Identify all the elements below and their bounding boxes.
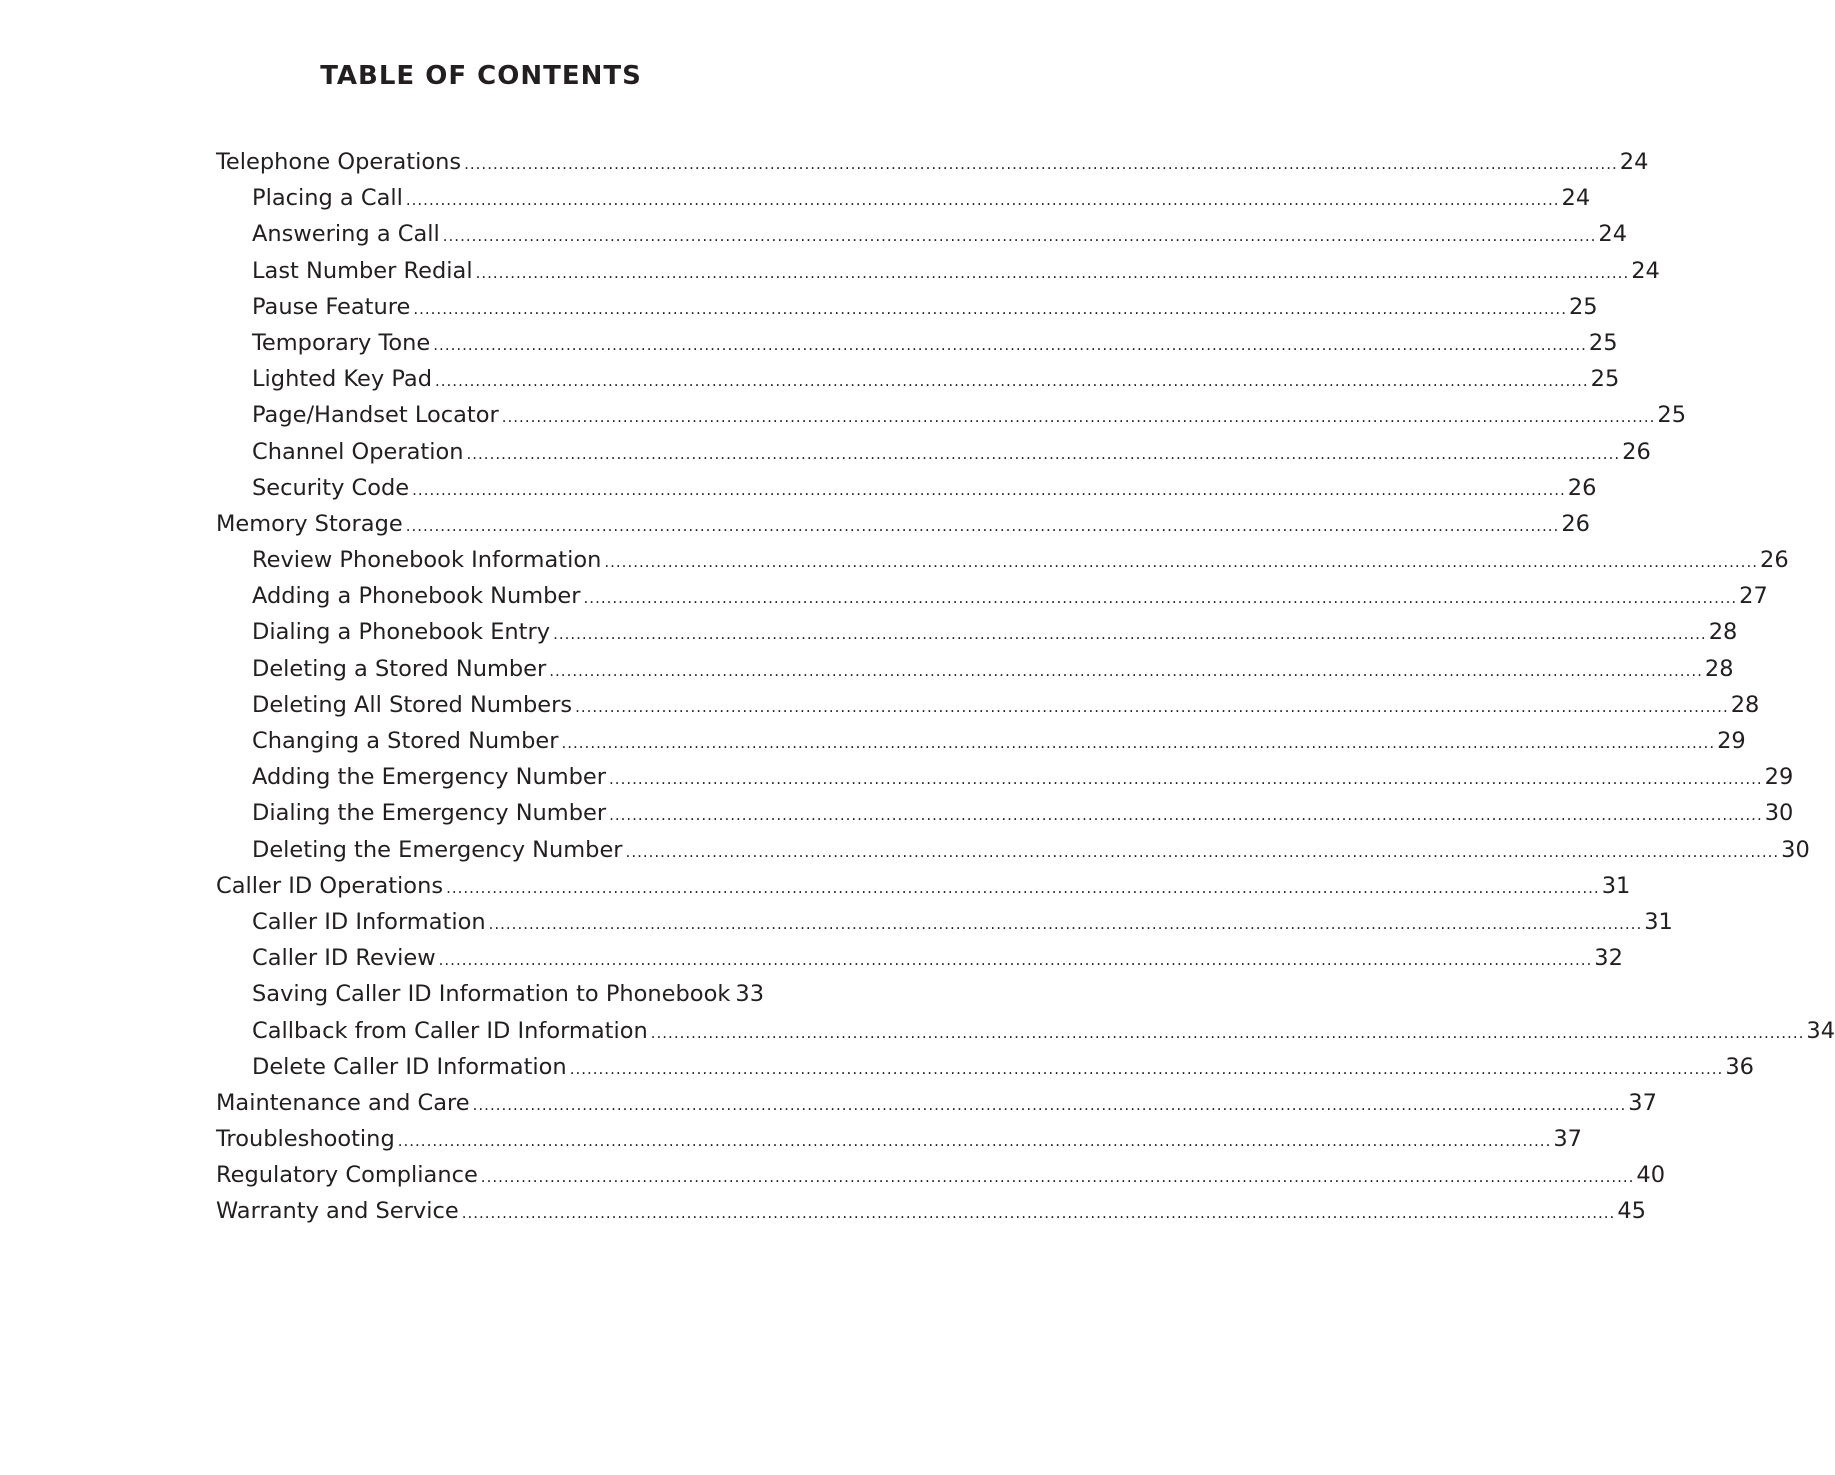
toc-subsection-entry[interactable]: [216, 289, 1598, 325]
toc-page-number: 34: [1806, 1017, 1835, 1044]
toc-page-number: 30: [1781, 836, 1810, 863]
toc-page-number: 24: [1619, 149, 1649, 175]
dot-leader: ........................................................................................................................................................................................................: [472, 1095, 1627, 1114]
toc-subsection-entry[interactable]: [216, 253, 1660, 289]
toc-subsection-entry[interactable]: [216, 614, 1738, 650]
toc-entry-label: Dialing a Phonebook Entry: [252, 619, 551, 646]
toc-entry-label: Deleting a Stored Number: [252, 655, 547, 682]
toc-section-entry[interactable]: [216, 144, 1649, 180]
toc-entry-label: Dialing the Emergency Number: [252, 800, 607, 827]
toc-subsection-entry[interactable]: [216, 1013, 1835, 1049]
toc-page-number: 28: [1708, 619, 1738, 646]
toc-entry-label: Warranty and Service: [216, 1198, 459, 1225]
toc-entry-label: Memory Storage: [216, 510, 403, 537]
toc-subsection-entry[interactable]: [216, 940, 1623, 976]
dot-leader: ........................................................................................................................................................................................................: [480, 1168, 1635, 1187]
toc-entry-label: Delete Caller ID Information: [252, 1053, 567, 1080]
toc-entry-label: Page/Handset Locator: [252, 402, 499, 429]
toc-page-number: 27: [1739, 583, 1768, 610]
toc-entry-label: Changing a Stored Number: [252, 728, 559, 754]
toc-subsection-entry[interactable]: [216, 216, 1628, 252]
toc-section-entry[interactable]: [216, 1085, 1657, 1121]
page-title: TABLE OF CONTENTS: [320, 61, 642, 91]
toc-page-number: 37: [1628, 1089, 1657, 1116]
toc-entry-label: Deleting the Emergency Number: [252, 836, 623, 863]
dot-leader: ........................................................................................................................................................................................................: [501, 408, 1656, 427]
toc-subsection-entry[interactable]: [216, 397, 1687, 433]
toc-subsection-entry[interactable]: [216, 795, 1794, 831]
toc-page-number: 25: [1657, 402, 1687, 429]
toc-section-entry[interactable]: [216, 868, 1631, 904]
toc-subsection-entry[interactable]: [216, 976, 765, 1012]
toc-page-number: 37: [1553, 1126, 1582, 1153]
toc-page-number: 31: [1601, 872, 1631, 899]
toc-page-number: 33: [735, 981, 765, 1008]
dot-leader: ........................................................................................................................................................................................................: [609, 770, 1763, 789]
dot-leader: ........................................................................................................................................................................................................: [438, 951, 1593, 970]
toc-entry-label: Review Phonebook Information: [252, 547, 602, 574]
toc-section-entry[interactable]: [216, 1157, 1666, 1193]
toc-entry-label: Caller ID Information: [252, 908, 486, 935]
toc-entry-label: Troubleshooting: [216, 1126, 395, 1153]
dot-leader: ........................................................................................................................................................................................................: [446, 878, 1600, 897]
toc-section-entry[interactable]: [216, 1193, 1646, 1229]
toc-page-number: 26: [1567, 474, 1597, 501]
toc-entry-label: Saving Caller ID Information to Phonebook: [252, 981, 731, 1008]
toc-entry-label: Callback from Caller ID Information: [252, 1017, 648, 1044]
toc-subsection-entry[interactable]: [216, 832, 1810, 868]
dot-leader: ........................................................................................................................................................................................................: [609, 806, 1763, 825]
toc-page-number: 26: [1760, 547, 1789, 574]
toc-page-number: 29: [1764, 764, 1794, 791]
toc-subsection-entry[interactable]: [216, 470, 1597, 506]
dot-leader: ........................................................................................................................................................................................................: [475, 263, 1630, 282]
toc-entry-label: Maintenance and Care: [216, 1089, 470, 1116]
toc-page-number: 40: [1636, 1162, 1666, 1189]
toc-entry-label: Pause Feature: [252, 293, 411, 320]
dot-leader: ........................................................................................................................................................................................................: [413, 299, 1567, 318]
dot-leader: ........................................................................................................................................................................................................: [461, 1204, 1616, 1223]
toc-section-entry[interactable]: [216, 1121, 1582, 1157]
dot-leader: ........................................................................................................................................................................................................: [412, 480, 1566, 499]
toc-entry-label: Telephone Operations: [216, 149, 462, 175]
toc-entry-label: Caller ID Review: [252, 945, 436, 972]
toc-subsection-entry[interactable]: [216, 651, 1734, 687]
dot-leader: ........................................................................................................................................................................................................: [442, 227, 1597, 246]
toc-subsection-entry[interactable]: [216, 1049, 1754, 1085]
dot-leader: ........................................................................................................................................................................................................: [466, 444, 1621, 463]
toc-page-number: 24: [1561, 185, 1591, 212]
dot-leader: ........................................................................................................................................................................................................: [405, 191, 1560, 210]
toc-subsection-entry[interactable]: [216, 904, 1673, 940]
toc-entry-label: Regulatory Compliance: [216, 1162, 478, 1189]
toc-subsection-entry[interactable]: [216, 542, 1789, 578]
dot-leader: ........................................................................................................................................................................................................: [553, 625, 1707, 644]
toc-entry-label: Answering a Call: [252, 221, 440, 248]
toc-page-number: 25: [1568, 293, 1598, 320]
toc-page-number: 45: [1617, 1198, 1646, 1225]
dot-leader: ........................................................................................................................................................................................................: [549, 661, 1703, 680]
toc-entry-label: Placing a Call: [252, 185, 403, 212]
toc-page-number: 26: [1561, 510, 1590, 537]
dot-leader: ........................................................................................................................................................................................................: [435, 372, 1589, 391]
toc-page-number: 25: [1590, 366, 1620, 393]
toc-page-number: 31: [1644, 908, 1673, 935]
dot-leader: ........................................................................................................................................................................................................: [625, 842, 1780, 861]
dot-leader: ........................................................................................................................................................................................................: [488, 914, 1643, 933]
dot-leader: ........................................................................................................................................................................................................: [575, 697, 1729, 716]
dot-leader: ........................................................................................................................................................................................................: [464, 155, 1618, 173]
toc-page-number: 32: [1594, 945, 1623, 972]
toc-page-number: 24: [1598, 221, 1628, 248]
toc-subsection-entry[interactable]: [216, 325, 1618, 361]
toc-page-number: 36: [1725, 1053, 1754, 1080]
toc-entry-label: Channel Operation: [252, 438, 464, 465]
dot-leader: ........................................................................................................................................................................................................: [604, 553, 1758, 572]
toc-subsection-entry[interactable]: [216, 180, 1591, 216]
toc-entry-label: Last Number Redial: [252, 257, 473, 284]
toc-subsection-entry[interactable]: [216, 759, 1794, 795]
toc-page-number: 28: [1730, 691, 1760, 718]
toc-entry-label: Adding a Phonebook Number: [252, 583, 581, 610]
toc-page-number: 28: [1704, 655, 1734, 682]
toc-subsection-entry[interactable]: [216, 361, 1620, 397]
toc-subsection-entry[interactable]: [216, 578, 1768, 614]
dot-leader: ........................................................................................................................................................................................................: [433, 335, 1587, 354]
toc-page-number: 26: [1622, 438, 1651, 465]
toc-page-number: 29: [1717, 728, 1746, 754]
dot-leader: ........................................................................................................................................................................................................: [561, 734, 1716, 752]
dot-leader: ........................................................................................................................................................................................................: [397, 1132, 1552, 1151]
toc-page-number: 25: [1588, 329, 1618, 356]
toc-page-number: 24: [1631, 257, 1660, 284]
toc-section-entry[interactable]: [216, 506, 1590, 542]
table-of-contents: [216, 144, 1835, 1230]
toc-subsection-entry[interactable]: [216, 687, 1760, 723]
toc-subsection-entry[interactable]: [216, 723, 1746, 759]
dot-leader: ........................................................................................................................................................................................................: [405, 516, 1560, 535]
toc-page-number: 30: [1764, 800, 1794, 827]
toc-entry-label: Caller ID Operations: [216, 872, 444, 899]
toc-entry-label: Deleting All Stored Numbers: [252, 691, 573, 718]
dot-leader: ........................................................................................................................................................................................................: [583, 589, 1738, 608]
dot-leader: ........................................................................................................................................................................................................: [650, 1023, 1805, 1042]
toc-entry-label: Lighted Key Pad: [252, 366, 432, 393]
dot-leader: ........................................................................................................................................................................................................: [569, 1059, 1724, 1078]
toc-entry-label: Adding the Emergency Number: [252, 764, 607, 791]
toc-entry-label: Temporary Tone: [252, 329, 431, 356]
toc-entry-label: Security Code: [252, 474, 410, 501]
toc-subsection-entry[interactable]: [216, 434, 1651, 470]
